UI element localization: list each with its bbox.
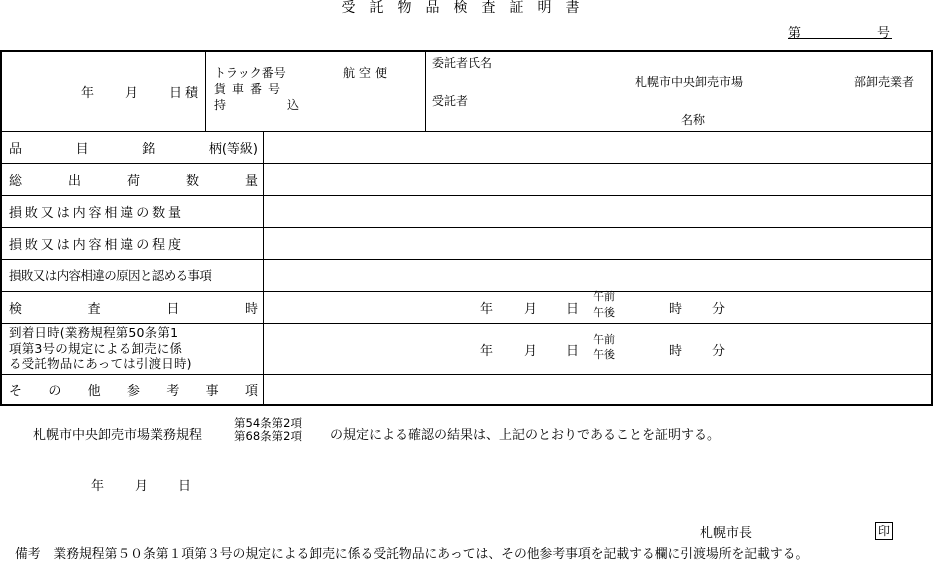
regulation-name: 札幌市中央卸売市場業務規程 (33, 428, 203, 443)
arrival-pm: 午後 (593, 348, 615, 361)
arrival-minute: 分 (712, 344, 726, 359)
inspection-month: 月 (524, 302, 538, 317)
document-number-field (788, 22, 892, 39)
doc-number-prefix: 第 (788, 26, 802, 41)
header-month: 月 (125, 86, 139, 101)
other-notes-label: そ の 他 参 考 事 項 (9, 384, 258, 399)
damage-quantity-label: 損敗又は内容相違の数量 (9, 206, 184, 221)
arrival-am: 午前 (593, 333, 615, 346)
row-divider (2, 374, 931, 375)
remarks-note: 備考 業務規程第５０条第１項第３号の規定による卸売に係る受託物品にあっては、その他参考事項を記載する欄に引渡場所を記載する。 (15, 547, 809, 562)
mayor-label: 札幌市長 (700, 526, 753, 541)
row-divider (2, 291, 931, 292)
inspection-am: 午前 (593, 290, 615, 303)
name-label: 名称 (681, 113, 706, 127)
market-name: 札幌市中央卸売市場 (635, 75, 744, 89)
document-title: 受託物品検査証明書 (341, 0, 594, 16)
inspection-year: 年 (480, 302, 494, 317)
header-year: 年 (81, 86, 95, 101)
arrival-hour: 時 (669, 344, 683, 359)
column-divider (425, 52, 426, 132)
seal-mark: 印 (875, 522, 893, 540)
footer-year: 年 (91, 479, 105, 494)
row-divider (2, 323, 931, 324)
inspection-day: 日 (566, 302, 580, 317)
column-divider (205, 52, 206, 132)
row-divider (2, 131, 931, 132)
row-divider (2, 227, 931, 228)
carry-in-label-left: 持 (214, 98, 227, 112)
damage-cause-label: 損敗又は内容相違の原因と認める事項 (9, 268, 212, 283)
arrival-day: 日 (566, 344, 580, 359)
footer-month: 月 (135, 479, 149, 494)
inspection-pm: 午後 (593, 306, 615, 319)
carry-in-label-right: 込 (287, 98, 300, 112)
header-day: 日 (169, 86, 183, 101)
consignor-label: 委託者氏名 (432, 56, 493, 70)
inspection-table (0, 50, 933, 406)
row-divider (2, 259, 931, 260)
consignee-label: 受託者 (432, 94, 469, 108)
inspection-datetime-label: 検 査 日 時 (9, 302, 258, 317)
truck-number-label: トラック番号 (214, 66, 286, 80)
total-shipment-label: 総 出 荷 数 量 (9, 174, 258, 189)
row-divider (2, 163, 931, 164)
regulation-articles: 第54条第2項 第68条第2項 (234, 416, 302, 443)
arrival-datetime-label: 到着日時(業務規程第50条第1 項第3号の規定による卸売に係 る受託物品にあっては引渡日時) (9, 325, 192, 371)
footer-day: 日 (178, 479, 192, 494)
doc-number-suffix: 号 (876, 26, 890, 41)
inspection-minute: 分 (712, 302, 726, 317)
air-flight-label: 航空便 (343, 66, 392, 80)
freight-car-label: 貨車番号 (214, 82, 287, 96)
row-divider (2, 195, 931, 196)
wholesaler-label: 部卸売業者 (854, 75, 915, 89)
header-loaded: 積 (185, 86, 199, 101)
damage-degree-label: 損敗又は内容相違の程度 (9, 238, 184, 253)
inspection-hour: 時 (669, 302, 683, 317)
column-divider (263, 131, 264, 404)
certification-statement: の規定による確認の結果は、上記のとおりであることを証明する。 (330, 428, 721, 443)
item-brand-label: 品 目 銘 柄(等級) (9, 142, 258, 157)
arrival-month: 月 (524, 344, 538, 359)
arrival-year: 年 (480, 344, 494, 359)
